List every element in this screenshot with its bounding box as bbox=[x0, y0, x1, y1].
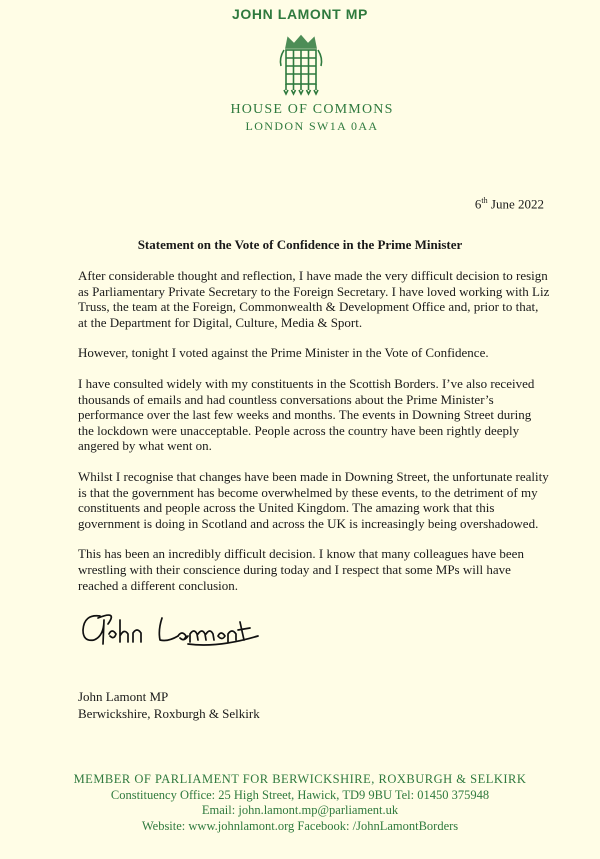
footer-constituency: MEMBER OF PARLIAMENT FOR BERWICKSHIRE, ROXBURGH & SELKIRK bbox=[73, 772, 527, 786]
house-of-commons: HOUSE OF COMMONS bbox=[230, 102, 394, 117]
signatory-name: John Lamont MP bbox=[78, 689, 169, 704]
statement-heading: Statement on the Vote of Confidence in the Prime Minister bbox=[137, 237, 463, 252]
letterhead-name: JOHN LAMONT MP bbox=[232, 6, 368, 22]
portcullis-icon bbox=[278, 34, 324, 98]
sign-off bbox=[78, 688, 260, 722]
letterhead-address: LONDON SW1A 0AA bbox=[245, 119, 379, 133]
paragraph: This has been an incredibly difficult decision. I know that many colleagues have been wrestling with their conscience during today and I respect that some MPs will have reached a different conclusion. bbox=[78, 546, 524, 593]
letter-date: 6th June 2022 bbox=[474, 196, 544, 212]
paragraph: After considerable thought and reflection, I have made the very difficult decision to resign as Parliamentary Private Secretary to the Foreign Secretary. I have loved working with Liz Truss, the team at the Foreign, Commonwealth & Development Office and, prior to that, at the Department for Digital, Culture, Media & Sport. bbox=[78, 268, 550, 330]
footer-email: Email: john.lamont.mp@parliament.uk bbox=[201, 803, 399, 818]
signatory-constituency: Berwickshire, Roxburgh & Selkirk bbox=[78, 706, 260, 721]
paragraph: However, tonight I voted against the Prime Minister in the Vote of Confidence. bbox=[78, 345, 489, 361]
letter-footer bbox=[0, 772, 600, 835]
letter-body bbox=[78, 268, 550, 608]
handwritten-signature bbox=[78, 606, 268, 654]
paragraph: I have consulted widely with my constituents in the Scottish Borders. I’ve also received thousands of emails and had countless conversations about the Prime Minister’s performance over the last few weeks and months. The events in Downing Street during the lockdown were unacceptable. People across the country have been rightly deeply angered by what went on. bbox=[78, 375, 535, 454]
footer-web: Website: www.johnlamont.org Facebook: /JohnLamontBorders bbox=[141, 819, 459, 834]
footer-office: Constituency Office: 25 High Street, Hawick, TD9 9BU Tel: 01450 375948 bbox=[110, 787, 490, 802]
paragraph: Whilst I recognise that changes have been made in Downing Street, the unfortunate reality is that the government has become overwhelmed by these events, to the detriment of my constituents and people across the United Kingdom. The amazing work that this government is doing in Scotland and across the UK is increasingly being overshadowed. bbox=[78, 468, 549, 531]
